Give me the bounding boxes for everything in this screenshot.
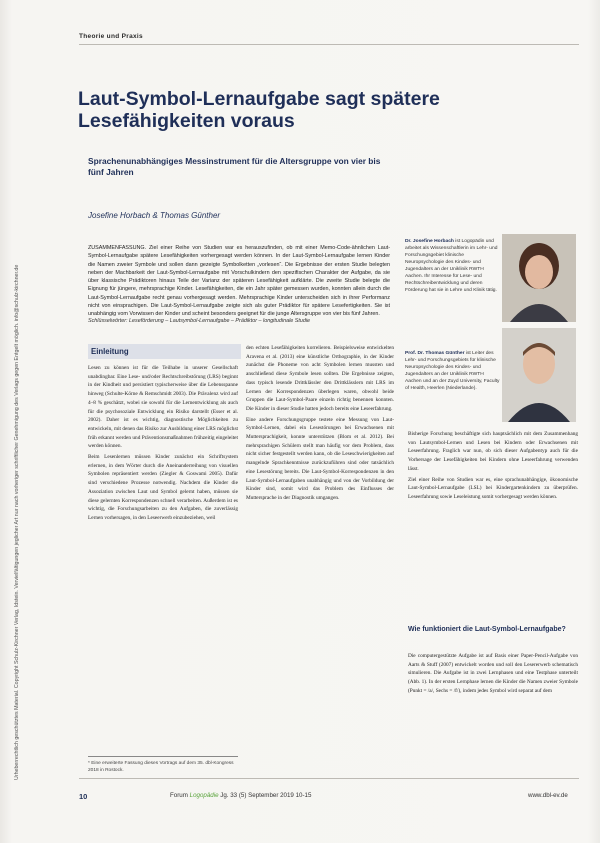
author-bio-horbach xyxy=(405,238,500,294)
section-heading-einleitung: Einleitung xyxy=(88,344,241,359)
footer-divider xyxy=(79,778,579,779)
author-text-horbach: ist Logopädin und arbeitet als Wissenschaftlerin im Lehr- und Forschungsgebiet klinische Neuropsychologie des Kindes- und Jugendalters an der Uniklinik RWTH Aachen. Ihr Interesse für Lese- und Rechtschreibentwicklung und deren Förderung hat sie in Lehre und Klinik tätig. xyxy=(405,239,498,293)
body-column-3b xyxy=(408,652,578,774)
journal-brand: Logopädie xyxy=(189,792,219,799)
footer-url: www.dbl-ev.de xyxy=(528,792,568,799)
body-column-1 xyxy=(88,364,238,752)
author-bio-guenther xyxy=(405,350,500,392)
paragraph: Beim Lesenlernen müssen Kinder zunächst ein Schriftsystem erlernen, in dem Wörter durch die Aneinanderreihung von visuellen Symbolen repräsentiert werden (Ziegler & Goswami 2005). Dafür sind verschiedene Prozesse notwendig. Nachdem die Kinder die Assoziation zwischen Laut und Symbol gelernt haben, müssen sie diese gelernten Korrespondenzen schnell verarbeiten. Außerdem ist es wichtig, die Forschungsarbeiten zu den Aufgaben, die zuverlässig Lernen vorhersagen, in den Leseerwerb einzubeziehen, weil xyxy=(88,454,238,521)
article-title: Laut-Symbol-Lernaufgabe sagt spätere Lesefähigkeiten voraus xyxy=(78,88,440,132)
footer-journal xyxy=(170,792,311,799)
author-photo-guenther xyxy=(502,328,576,422)
paragraph: Lesen zu können ist für die Teilhabe in unserer Gesellschaft unabdingbar. Eine Lese- und/oder Rechtschreibstörung (LRS) beginnt in der Kindheit und persistiert typischerweise über die Lebensspanne hinweg (Schulte-Körne & Remschmidt 2003). Die Prävalenz wird auf 4–8 % geschätzt, wobei sie sowohl für die Lernentwicklung als auch für die psychosoziale Entwicklung ein Risiko darstellt (Esser et al. 2002). Daher ist es wichtig, diagnostische Möglichkeiten zu entwickeln, mit denen das Risiko zur Ausbildung einer LRS möglichst früh erkannt werden und Präventionsmaßnahmen frühzeitig eingeleitet werden können. xyxy=(88,365,238,450)
paragraph: den echten Lesefähigkeiten korrelieren. Beispielsweise entwickelten Aravena et al. (2013) eine künstliche Orthographie, in der Kinder zunächst die Phoneme von acht Symbolen lernen mussten und anschließend diese Symbole lesen sollten. Die Ergebnisse zeigten, dass typisch lesende Drittklässler den Drittklässlern mit LRS im Lernen der Korrespondenzen überlegen waren, obwohl beide Gruppen die Laut-Symbol-Paare einzeln richtig benennen konnten. Die Kinder in dieser Studie hatten jedoch bereits eine Leseerfahrung. xyxy=(246,345,394,412)
journal-issue: Jg. 33 (5) September 2019 10-15 xyxy=(220,792,312,799)
section-rubric: Theorie und Praxis xyxy=(79,33,143,40)
author-text-guenther: ist Leiter des Lehr- und Forschungsgebiets für klinische Neuropsychologie des Kindes- und Jugendalters an der Uniklinik RWTH Aachen und an der Zuyd University, Faculty of Health, Heerlen (Niederlande). xyxy=(405,351,500,391)
body-column-2 xyxy=(246,344,394,784)
author-name-guenther: Prof. Dr. Thomas Günther xyxy=(405,351,465,356)
keywords: Schlüsselwörter: Leseförderung – Lautsymbol-Lernaufgabe – Prädiktor – longitudinale Studie xyxy=(88,318,311,324)
copyright-margin-note: Urheberrechtlich geschütztes Material. Copyright Schulz-Kirchner Verlag, Idstein. Vervielfältigungen jeglicher Art nur nach vorheriger schriftlicher Genehmigung des Verlags gegen Entgelt möglich. info@schulz-kirchner.de xyxy=(14,264,20,780)
paragraph: Eine andere Forschungsgruppe testete eine Messung von Laut-Symbol-Lernen, dabei ein Lesestörungen bei Erwachsenen mit Muttersprachigkeit, konnte unterstützen (Blom et al. 2012). Bei mehrsprachigen Schülern stellt man häufig vor dem Problem, dass nicht sicher festgestellt werden kann, ob die Leseschwierigkeiten auf mangelnde Sprachkenntnisse zurückzuführen sind oder tatsächlich eine Lesestörung bereits. Die Laut-Symbol-Korrespondenzen in den Laut-Symbol-Lernaufgaben unabhängig und von der Vorbildung der Kinder sind, somit wird das Problem des Einflusses der Muttersprache in der Diagnostik umgangen. xyxy=(246,416,394,501)
footnote-divider xyxy=(88,756,238,757)
body-column-3 xyxy=(408,430,578,620)
footer-page-number: 10 xyxy=(79,792,88,801)
article-subtitle: Sprachenunabhängiges Messinstrument für die Altersgruppe von vier bis fünf Jahren xyxy=(88,156,381,177)
journal-prefix: Forum xyxy=(170,792,188,799)
author-photo-horbach xyxy=(502,234,576,322)
author-name-horbach: Dr. Josefine Horbach xyxy=(405,239,454,244)
header-divider xyxy=(79,44,579,45)
paragraph: Bisherige Forschung beschäftigte sich hauptsächlich mit dem Zusammenhang von Lautsymbol-Lernen und Lesen bei Kindern oder Erwachsenen mit Leseerfahrung. Fraglich war nun, ob sich dieser Aufgabentyp auch für die Vorhersage der Lesefähigkeiten bei Kindern ohne Leseerfahrung verwenden lässt. xyxy=(408,431,578,472)
paragraph: Die computergestützte Aufgabe ist auf Basis einer Paper-Pencil-Aufgabe von Aarts & Stuff (2007) entwickelt worden und soll den Lesererwerb schematisch simulieren. Die Aufgabe ist in zwei Lernphasen und eine Testphase unterteilt (Abb. 1). In der ersten Lernphase lernen die Kinder die Namen zweier Symbole (Punkt = /a/, Sechs = /f/), indem jedes Symbol wird separat auf dem xyxy=(408,653,578,694)
paragraph: Ziel einer Reihe von Studien war es, eine sprachunabhängige, ökonomische Laut-Symbol-Lernaufgabe (LSL) bei Kindergartenkindern zu überprüfen. Leseerfahrung sowie Leseleistung somit vorhergesagt werden können. xyxy=(408,476,578,500)
subheading-lsl: Wie funktioniert die Laut-Symbol-Lernaufgabe? xyxy=(408,626,566,633)
article-authors: Josefine Horbach & Thomas Günther xyxy=(88,211,221,220)
abstract: ZUSAMMENFASSUNG. Ziel einer Reihe von Studien war es herauszufinden, ob mit einer Memo-Code-ähnlichen Laut-Symbol-Lernaufgabe spätere Lesefähigkeiten vorhergesagt werden können. In der Laut-Symbol-Lernaufgabe lernen Kinder die Namen zweier Symbole und sollen dann gezeigte Symbolketten „vorlesen“. Die Ergebnisse der ersten Studie belegten neben der Machbarkeit der Laut-Symbol-Lernaufgabe mit Vorschulkindern den spezifischen Charakter der Aufgabe, da sie über klassische Prädiktoren hinaus Teile der Varianz der späteren Lesefähigkeit aufklärte. Die zweite Studie belegte die Eignung für jüngere, mehrsprachige Kinder. Lesefähigkeiten, die ein Jahr später gemessen wurden, konnten allein durch die Laut-Symbol-Lernaufgabe recht genau vorhergesagt werden. Mehrsprachige Kinder unterscheiden sich in ihrer Performanz nicht von einsprachigen. Die Laut-Symbol-Lernaufgabe zeigte sich als guter Prädiktor für spätere Lesefertigkeiten. Sie ist unabhängig vom Vorwissen der Kinder und scheint besonders geeignet für die junge Altersgruppe von vier bis fünf Jahren. xyxy=(88,245,390,318)
footnote: * Eine erweiterte Fassung dieses Vortrags auf dem 35. dbl-Kongress 2018 in Rostock. xyxy=(88,761,234,773)
